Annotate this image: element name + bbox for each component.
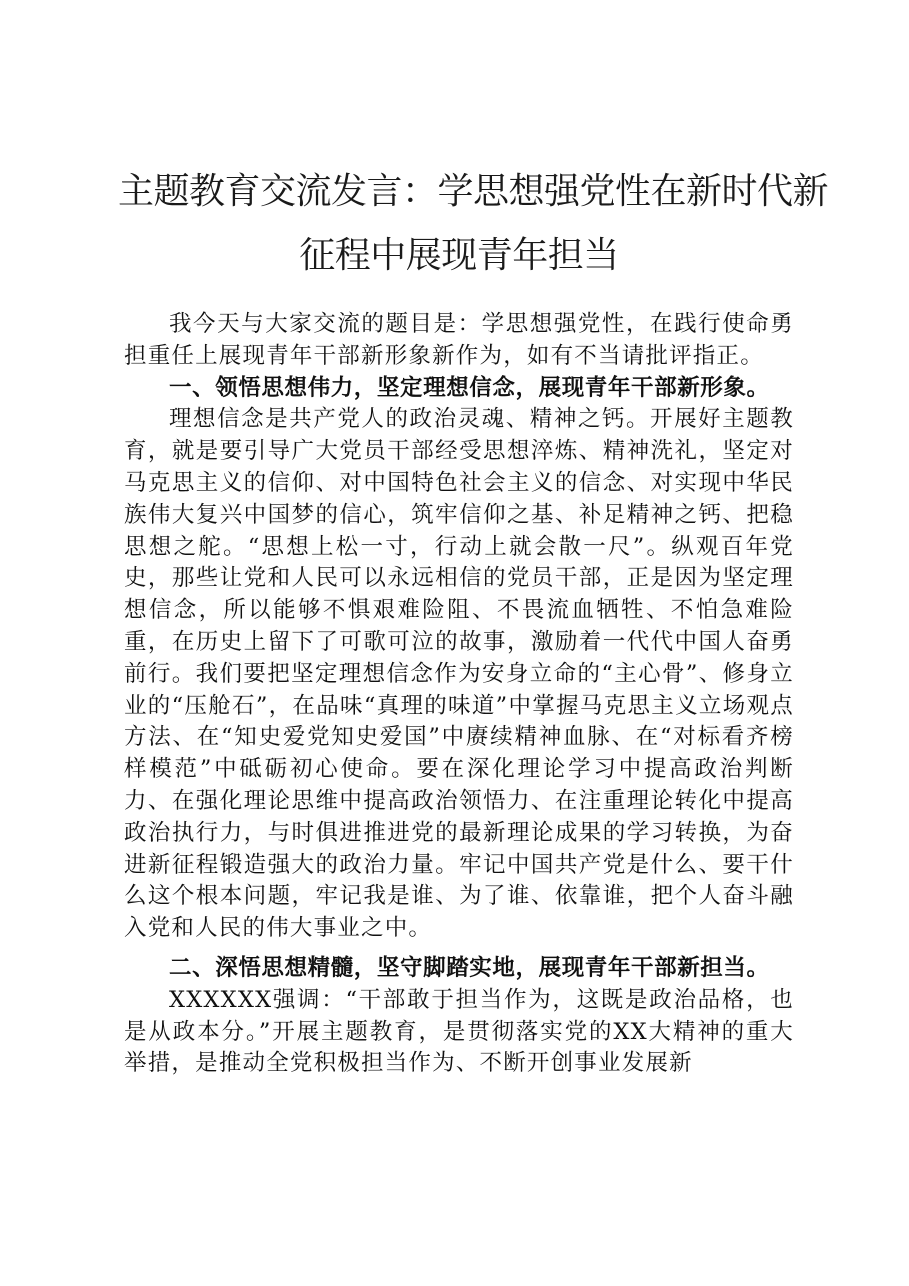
section-1-heading: 一、领悟思想伟力，坚定理想信念，展现青年干部新形象。	[169, 374, 770, 401]
section-1-paragraph: 理想信念是共产党人的政治灵魂、精神之钙。开展好主题教育，就是要引导广大党员干部经受思想淬炼、精神洗礼，坚定对马克思主义的信仰、对中国特色社会主义的信念、对实现中华民族伟大复兴中国梦的信心，筑牢信仰之基、补足精神之钙、把稳思想之舵。“思想上松一寸，行动上就会散一尺”。纵观百年党史，那些让党和人民可以永远相信的党员干部，正是因为坚定理想信念，所以能够不惧艰难险阻、不畏流血牺牲、不怕急难险重，在历史上留下了可歌可泣的故事，激励着一代代中国人奋勇前行。我们要把坚定理想信念作为安身立命的“主心骨”、修身立业的“压舱石”，在品味“真理的味道”中掌握马克思主义立场观点方法、在“知史爱党知史爱国”中赓续精神血脉、在“对标看齐榜样模范”中砥砺初心使命。要在深化理论学习中提高政治判断力、在强化理论思维中提高政治领悟力、在注重理论转化中提高政治执行力，与时俱进推进党的最新理论成果的学习转换，为奋进新征程锻造强大的政治力量。牢记中国共产党是什么、要干什么这个根本问题，牢记我是谁、为了谁、依靠谁，把个人奋斗融入党和人民的伟大事业之中。	[124, 406, 794, 942]
intro-paragraph: 我今天与大家交流的题目是：学思想强党性，在践行使命勇担重任上展现青年干部新形象新作为，如有不当请批评指正。	[124, 311, 794, 369]
title-line-2: 征程中展现青年担当	[299, 235, 619, 276]
title-line-1: 主题教育交流发言：学思想强党性在新时代新	[118, 171, 829, 212]
document-body	[124, 309, 794, 1080]
section-2-paragraph: XXXXXX强调：“干部敢于担当作为，这既是政治品格，也是从政本分。”开展主题教育，是贯彻落实党的XX大精神的重大举措，是推动全党积极担当作为、不断开创事业发展新	[124, 986, 794, 1077]
section-2-heading: 二、深悟思想精髓，坚守脚踏实地，展现青年干部新担当。	[169, 954, 770, 981]
document-title	[118, 160, 829, 288]
